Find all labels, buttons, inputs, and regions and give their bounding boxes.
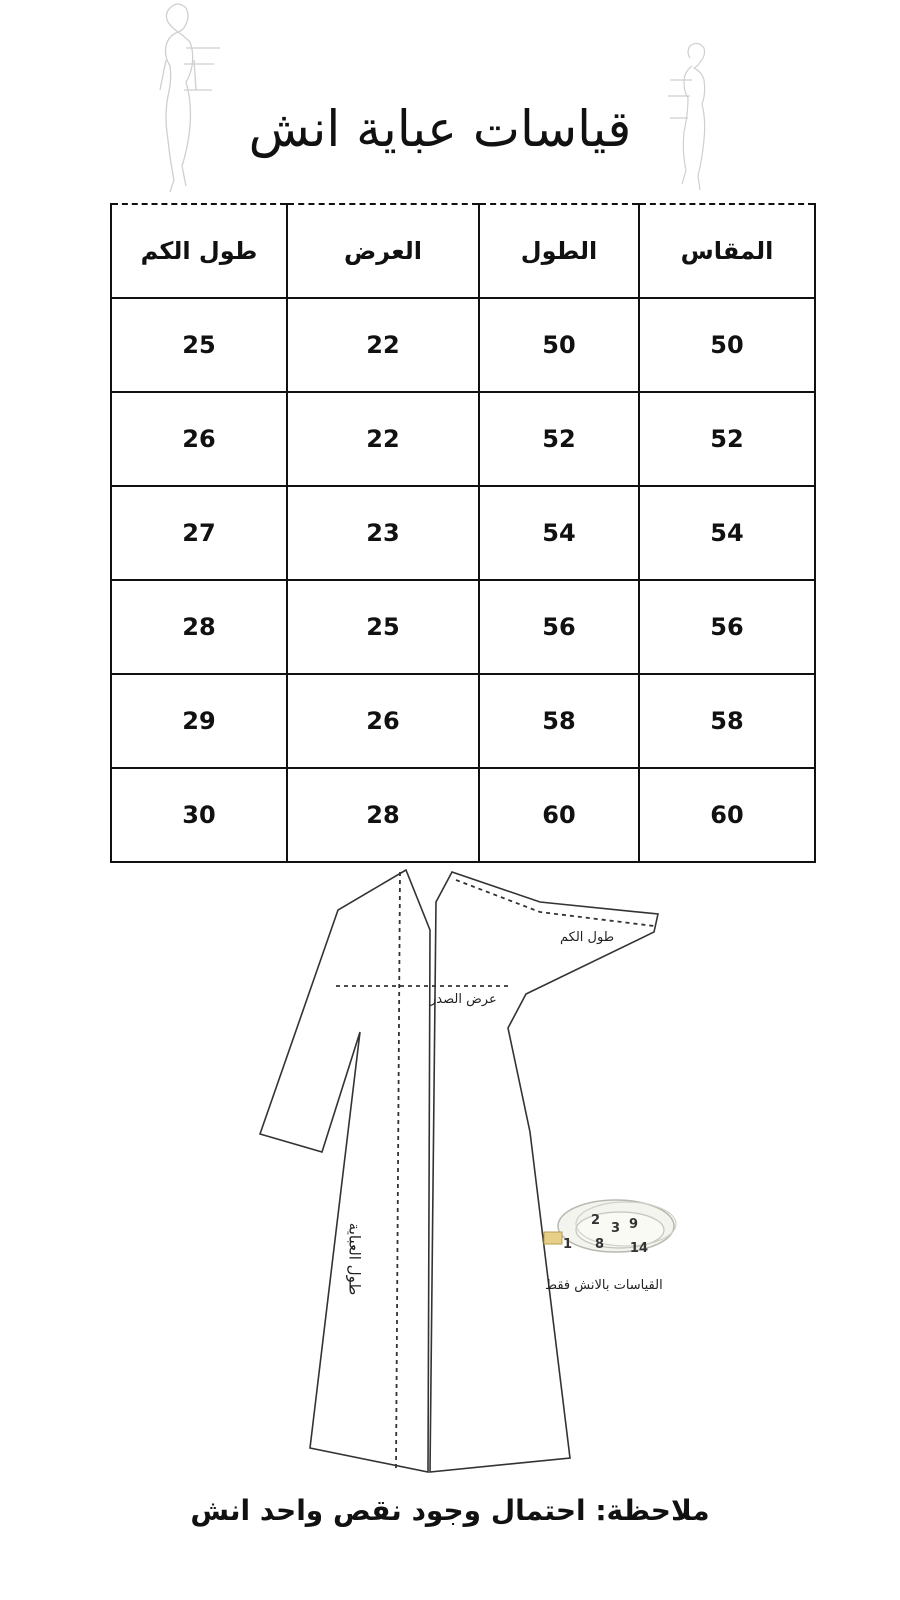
table-cell: 25 (111, 298, 287, 392)
chest-width-label: عرض الصدر (430, 992, 497, 1007)
table-cell: 26 (287, 674, 479, 768)
table-cell: 52 (479, 392, 639, 486)
table-cell: 58 (479, 674, 639, 768)
table-row (111, 768, 815, 862)
table-cell: 50 (479, 298, 639, 392)
abaya-length-label: طول العباية (345, 1222, 364, 1296)
table-cell: 30 (111, 768, 287, 862)
table-cell: 22 (287, 392, 479, 486)
table-row (111, 298, 815, 392)
abaya-left-outline (260, 870, 430, 1472)
abaya-diagram (240, 862, 670, 1482)
tape-caption: القياسات بالانش فقط (545, 1278, 663, 1293)
table-row (111, 580, 815, 674)
column-header-width: العرض (287, 204, 479, 298)
table-cell: 58 (639, 674, 815, 768)
table-cell: 26 (111, 392, 287, 486)
table-cell: 50 (639, 298, 815, 392)
footer-note: ملاحظة: احتمال وجود نقص واحد انش (190, 1494, 710, 1527)
tape-number: 2 (590, 1213, 600, 1228)
table-row (111, 392, 815, 486)
page-title: قياسات عباية انش (248, 100, 632, 158)
table-cell: 54 (479, 486, 639, 580)
tape-number: 9 (628, 1217, 638, 1232)
table-cell: 56 (479, 580, 639, 674)
table-cell: 60 (639, 768, 815, 862)
table-cell: 56 (639, 580, 815, 674)
table-header-row (111, 204, 815, 298)
woman-silhouette-icon (140, 0, 230, 195)
sleeve-length-label: طول الكم (560, 930, 615, 945)
table-row (111, 486, 815, 580)
size-table-container (112, 203, 816, 853)
table-cell: 27 (111, 486, 287, 580)
measuring-tape-icon (538, 1188, 688, 1268)
table-cell: 28 (111, 580, 287, 674)
abaya-length-line (396, 872, 400, 1468)
size-table (110, 203, 816, 863)
table-cell: 22 (287, 298, 479, 392)
tape-number: 3 (610, 1221, 620, 1236)
table-cell: 25 (287, 580, 479, 674)
table-row (111, 674, 815, 768)
table-cell: 52 (639, 392, 815, 486)
column-header-size: المقاس (639, 204, 815, 298)
table-cell: 60 (479, 768, 639, 862)
tape-number: 8 (594, 1237, 604, 1252)
table-cell: 28 (287, 768, 479, 862)
column-header-length: الطول (479, 204, 639, 298)
column-header-sleeve-length: طول الكم (111, 204, 287, 298)
abaya-right-outline (430, 872, 658, 1472)
table-cell: 54 (639, 486, 815, 580)
table-cell: 23 (287, 486, 479, 580)
tape-number: 14 (629, 1241, 648, 1256)
tape-number: 1 (562, 1237, 572, 1252)
table-cell: 29 (111, 674, 287, 768)
